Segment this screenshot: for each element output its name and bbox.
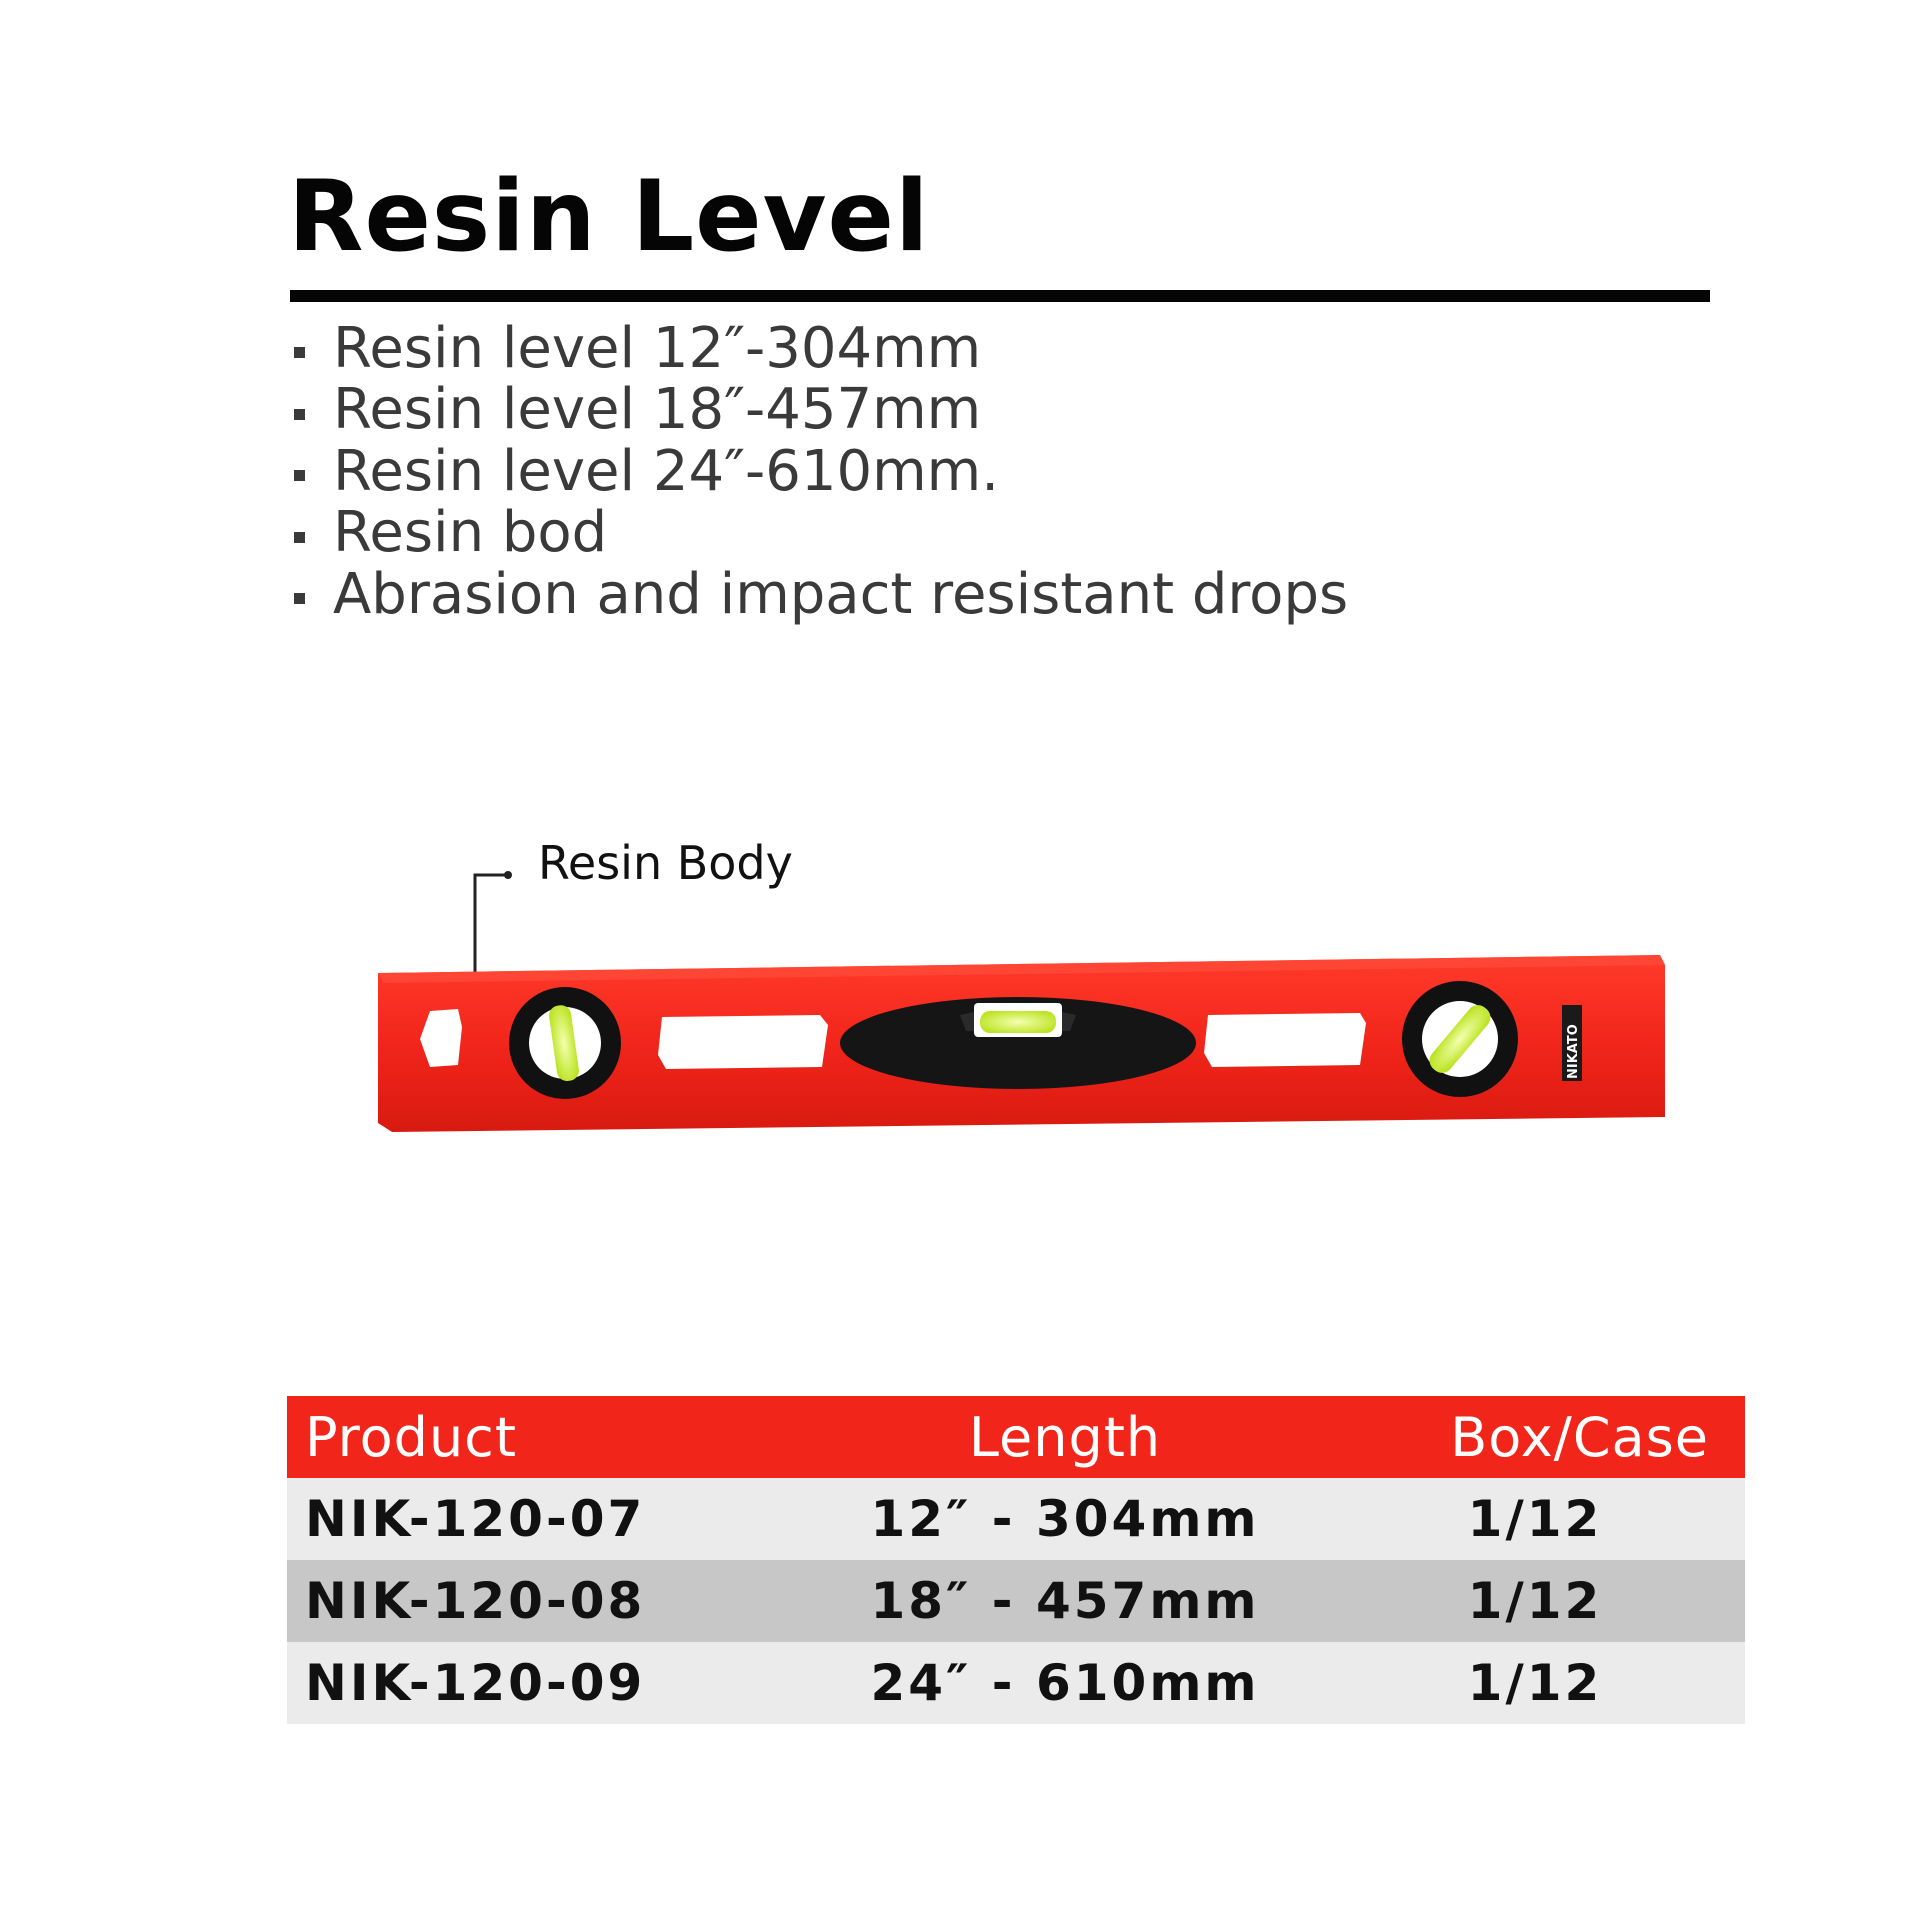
feature-text: Resin level 12″-304mm <box>333 315 982 381</box>
cell-length: 24″ - 610mm <box>805 1642 1325 1724</box>
feature-list <box>290 315 1349 627</box>
spec-table <box>287 1396 1745 1724</box>
table-header-row <box>287 1396 1745 1478</box>
feature-text: Resin bod <box>333 500 608 566</box>
table-row <box>287 1478 1745 1560</box>
table-row <box>287 1560 1745 1642</box>
cell-product: NIK-120-08 <box>287 1560 805 1642</box>
table-row <box>287 1642 1745 1724</box>
cell-box-case: 1/12 <box>1325 1478 1745 1560</box>
cell-box-case: 1/12 <box>1325 1560 1745 1642</box>
cell-box-case: 1/12 <box>1325 1642 1745 1724</box>
handle-slot-right <box>1204 1013 1366 1067</box>
bullet-icon <box>294 532 305 543</box>
cell-length: 12″ - 304mm <box>805 1478 1325 1560</box>
cell-product: NIK-120-07 <box>287 1478 805 1560</box>
center-vial-tube <box>980 1011 1056 1033</box>
bullet-icon <box>294 470 305 481</box>
feature-item <box>290 377 1348 443</box>
cell-length: 18″ - 457mm <box>805 1560 1325 1642</box>
bullet-icon <box>294 347 305 358</box>
callout-dot <box>504 871 512 879</box>
header-product: Product <box>287 1396 805 1478</box>
feature-item <box>290 500 1348 566</box>
cell-product: NIK-120-09 <box>287 1642 805 1724</box>
page-title: Resin Level <box>288 160 930 274</box>
bullet-icon <box>294 593 305 604</box>
feature-item <box>290 438 1348 504</box>
feature-item <box>290 561 1349 627</box>
header-box-case: Box/Case <box>1325 1396 1745 1478</box>
title-divider <box>290 290 1710 302</box>
brand-mark: NIKATO <box>1566 1024 1581 1079</box>
header-length: Length <box>805 1396 1325 1478</box>
feature-text: Resin level 24″-610mm. <box>333 438 1000 504</box>
spirit-level-icon <box>370 855 1670 1145</box>
feature-item <box>290 315 1348 381</box>
handle-slot-left <box>658 1015 828 1069</box>
callout-label: Resin Body <box>538 836 793 890</box>
feature-text: Abrasion and impact resistant drops <box>333 561 1349 627</box>
bullet-icon <box>294 409 305 420</box>
feature-text: Resin level 18″-457mm <box>333 377 982 443</box>
callout-leader-line <box>475 875 505 973</box>
